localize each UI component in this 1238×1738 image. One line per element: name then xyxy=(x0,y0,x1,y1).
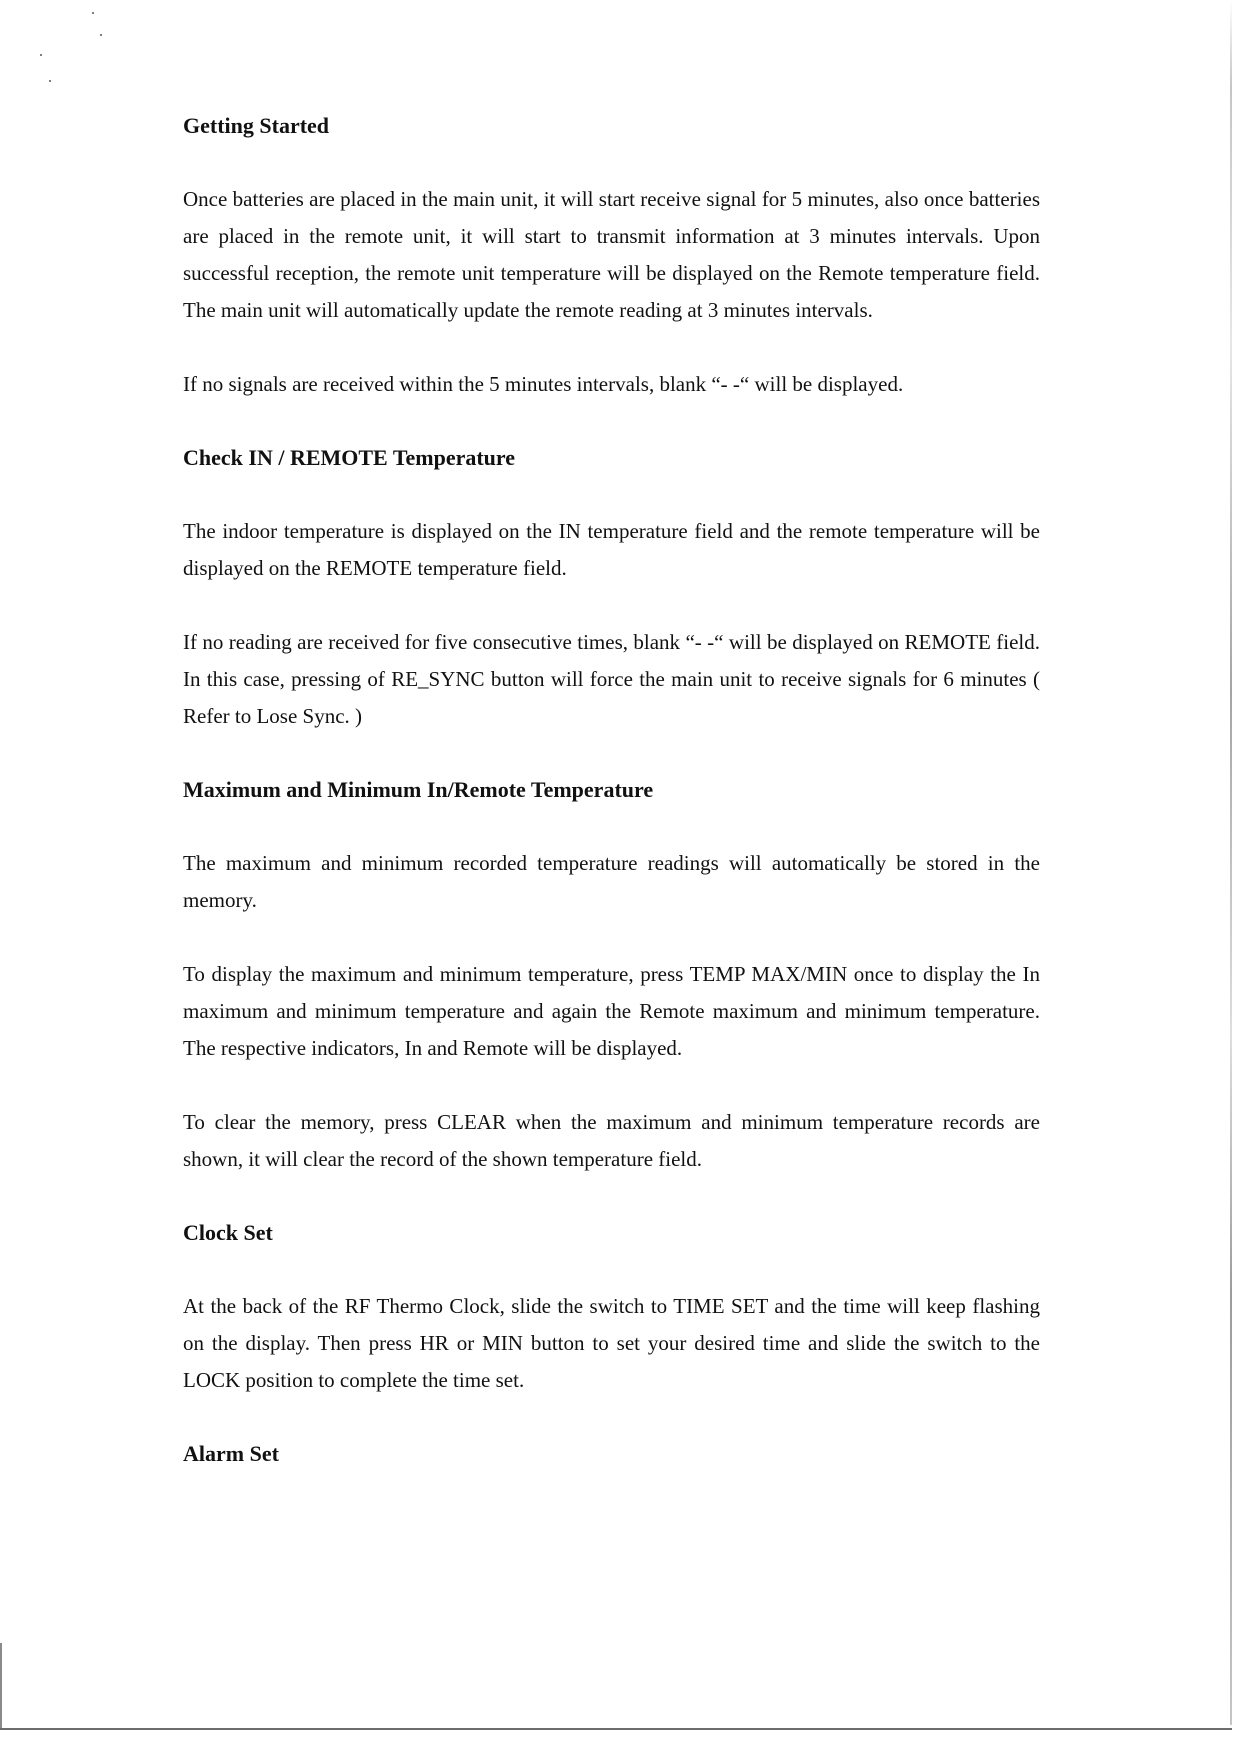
section-heading: Check IN / REMOTE Temperature xyxy=(183,445,516,470)
paragraph: At the back of the RF Thermo Clock, slide the switch to TIME SET and the time will keep flashing on the display. Then press HR or MIN button to set your desired time and slide the switch to the LOCK position to complete the time set. xyxy=(183,1294,1040,1392)
section-heading: Alarm Set xyxy=(183,1441,279,1466)
paragraph: To display the maximum and minimum temperature, press TEMP MAX/MIN once to display the In maximum and minimum temperature and again the Remote maximum and minimum temperature. The respective indicators, In and Remote will be displayed. xyxy=(183,962,1040,1060)
scan-bottom-edge xyxy=(0,1728,1232,1730)
paragraph: To clear the memory, press CLEAR when the maximum and minimum temperature records are shown, it will clear the record of the shown temperature field. xyxy=(183,1110,1040,1171)
paragraph: Once batteries are placed in the main unit, it will start receive signal for 5 minutes, also once batteries are placed in the remote unit, it will start to transmit information at 3 minutes intervals. Upon successful reception, the remote unit temperature will be displayed on the Remote temperature field. The main unit will automatically update the remote reading at 3 minutes intervals. xyxy=(183,187,1040,322)
paragraph: If no signals are received within the 5 minutes intervals, blank “- -“ will be displayed. xyxy=(183,372,904,396)
paragraph: The indoor temperature is displayed on the IN temperature field and the remote temperature will be displayed on the REMOTE temperature field. xyxy=(183,519,1040,580)
scan-speck xyxy=(100,34,102,36)
scan-speck xyxy=(92,12,94,14)
section-heading: Clock Set xyxy=(183,1220,273,1245)
scan-left-edge xyxy=(0,1643,2,1728)
scan-speck xyxy=(40,54,42,56)
section-heading: Maximum and Minimum In/Remote Temperature xyxy=(183,777,654,802)
paragraph: If no reading are received for five consecutive times, blank “- -“ will be displayed on REMOTE field. In this case, pressing of RE_SYNC button will force the main unit to receive signals for 6 minutes ( Refer to Lose Sync. ) xyxy=(183,630,1040,728)
scan-right-edge xyxy=(1230,0,1232,1725)
document-body xyxy=(183,108,1040,1472)
scan-speck xyxy=(49,80,51,82)
section-heading: Getting Started xyxy=(183,113,330,138)
paragraph: The maximum and minimum recorded temperature readings will automatically be stored in the memory. xyxy=(183,851,1040,912)
